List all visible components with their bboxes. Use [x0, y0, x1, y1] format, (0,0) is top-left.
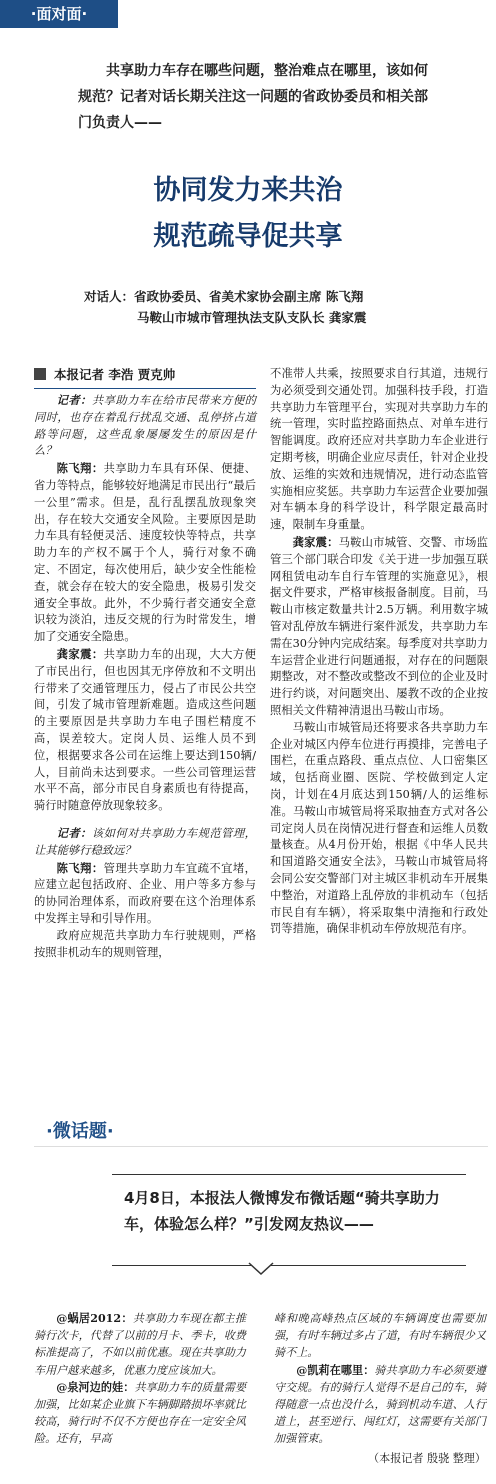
weibo-comments-right — [274, 1310, 486, 1467]
headline-line-1: 协同发力来共治 — [153, 175, 343, 206]
comment-user: @泉河边的娃： — [56, 1380, 135, 1394]
weibo-comment — [34, 1379, 246, 1448]
speaker-label: 记者： — [56, 393, 92, 407]
speaker-label: 陈飞翔： — [56, 461, 104, 476]
compiler-credit: （本报记者 殷骁 整理） — [368, 1451, 486, 1465]
weibo-comments-left — [34, 1310, 246, 1448]
paragraph-text: 该如何对共享助力车规范管理，让其能够行稳致远？ — [34, 826, 256, 857]
weibo-topic: 4月8日，本报法人微博发布微话题“骑共享助力车，体验怎么样？”引发网友热议—— — [112, 1174, 466, 1266]
reporter-byline — [34, 366, 256, 389]
answer-gong-2 — [270, 534, 488, 720]
participant-1: 对话人：省政协委员、省美术家协会副主席 陈飞翔 — [84, 289, 364, 304]
weibo-comment-cont: 峰和晚高峰热点区域的车辆调度也需要加强，有时车辆过多占了道，有时车辆很少又骑不上。 — [274, 1312, 486, 1360]
square-bullet-icon — [34, 368, 46, 380]
comment-user: @凯莉在哪里： — [296, 1363, 375, 1377]
speaker-label: 龚家震： — [56, 646, 104, 661]
speaker-label: 龚家震： — [292, 534, 339, 549]
speaker-label: 陈飞翔： — [56, 860, 104, 875]
comment-user: @蜗居2012： — [56, 1312, 133, 1325]
answer-chen-2-cont: 政府应规范共享助力车行驶规则，严格按照非机动车的规则管理， — [34, 928, 256, 959]
weibo-comment — [34, 1310, 246, 1379]
section-divider — [34, 1146, 488, 1147]
answer-gong-1 — [34, 646, 256, 815]
dialogue-participants — [84, 286, 454, 328]
comment-text: 共享助力车现在都主推骑行次卡，代替了以前的月卡、季卡，收费标准提高了，不如以前优惠。现在共享助力车用户越来越多，优惠力度应该加大。 — [34, 1312, 246, 1377]
article-column-left — [34, 392, 256, 961]
answer-chen-2 — [34, 860, 256, 928]
caret-down-icon — [248, 1262, 274, 1276]
headline-line-2: 规范疏导促共享 — [153, 221, 343, 252]
answer-chen-1 — [34, 460, 256, 646]
comment-text: 骑共享助力车必须要遵守交规。有的骑行人觉得不是自己的车，骑得随意一点也没什么，骑到机动车道、人行道上，甚至逆行、闯红灯，这需要有关部门加强管束。 — [274, 1363, 486, 1446]
section-tag: ·面对面· — [0, 0, 118, 28]
answer-chen-2-end: 不准带人共乘，按照要求自行其道，违规行为必须受到交通处罚。加强科技手段，打造共享助力车管理平台，实现对共享助力车的统一管理，实时监控路面热点、对单车进行智能调度。政府还应对共享助力车企业进行定期考核，明确企业应尽责任，针对企业投放、运维的实效和违规情况，进行动态监管实施相应奖惩。共享助力车运营企业要加强对车辆本身的科学设计，科学限定最高时速，限制车身重量。 — [270, 367, 488, 532]
paragraph-text: 管理共享助力车宜疏不宜堵，应建立起包括政府、企业、用户等多方参与的协同治理体系，而政府要在这个治理体系中发挥主导和引导作用。 — [34, 861, 256, 925]
weibo-comment — [274, 1362, 486, 1448]
paragraph-text: 共享助力车在给市民带来方便的同时，也存在着乱行扰乱交通、乱停挤占道路等问题，这些乱象屡屡发生的原因是什么？ — [34, 394, 256, 458]
headline — [0, 168, 496, 260]
participant-2: 马鞍山市城市管理执法支队支队长 龚家震 — [137, 310, 367, 325]
weibo-section-tag: ·微话题· — [46, 1121, 114, 1142]
paragraph-text: 共享助力车具有环保、便捷、省力等特点，能够较好地满足市民出行“最后一公里”需求。但是，乱行乱摆乱放现象突出，存在较大交通安全风险。主要原因是助力车具有轻便灵活、速度较快等特点，共享助力车的产权不属于个人，骑行对象不确定、不固定，每次使用后，缺少安全性能检查，就会存在较大的安全隐患，极易引发交通安全事故。此外，不少骑行者交通安全意识较为淡泊，违反交规的行为时常发生，增加了交通安全隐患。 — [34, 462, 256, 644]
reporter-question-2 — [34, 825, 256, 860]
comment-text: 共享助力车的质量需要加强，比如某企业旗下车辆脚踏损坏率就比较高，骑行时不仅不方便也存在一定安全风险。还有，早高 — [34, 1380, 246, 1446]
article-intro: 共享助力车存在哪些问题，整治难点在哪里，该如何规范？记者对话长期关注这一问题的省政协委员和相关部门负责人—— — [78, 63, 428, 131]
reporter-question-1 — [34, 392, 256, 460]
speaker-label: 记者： — [56, 825, 92, 840]
paragraph-text: 共享助力车的出现，大大方便了市民出行，但也因其无序停放和不文明出行带来了交通管理压力，侵占了市民公共空间，引发了城市管理新难题。造成这些问题的主要原因是共享助力车电子围栏精度不高，误差较大。定岗人员、运维人员不到位，根据要求各公司在运维上要达到150辆/人，目前尚未达到要求。一些公司管理运营水平不高，部分市民自身素质也有待提高，骑行时随意停放现象较多。 — [34, 647, 256, 813]
answer-gong-2-cont: 马鞍山市城管局还将要求各共享助力车企业对城区内停车位进行再摸排，完善电子围栏，在重点路段、重点点位、人口密集区域，包括商业圈、医院、学校做到定人定岗，计划在4月底达到150辆/人的运维标准。马鞍山市城管局将采取抽查方式对各公司定岗人员在岗情况进行督查和运维人员数量核查。从4月份开始，根据《中华人民共和国道路交通安全法》，马鞍山市城管局将会同公安交警部门对主城区非机动车开展集中整治，对道路上乱停放的非机动车（包括市民自有车辆），将采取集中清拖和行政处罚等措施，确保非机动车停放规范有序。 — [270, 720, 488, 936]
article-column-right — [270, 366, 488, 938]
paragraph-text: 马鞍山市城管、交警、市场监管三个部门联合印发《关于进一步加强互联网租赁电动车自行车管理的实施意见》，根据文件要求，严格审核报备制度。目前，马鞍山市核定数量共计2.5万辆。利用数字城管对乱停放车辆进行案件派发，共享助力车需在30分钟内完成结案。每季度对共享助力车运营企业进行问题通报，对存在的问题限期整改，对不整改或整改不到位的企业及时进行约谈，对问题突出、屡教不改的企业按照相关文件精神清退出马鞍山市场。 — [270, 535, 488, 717]
byline-text: 本报记者 李浩 贾克帅 — [54, 367, 176, 382]
